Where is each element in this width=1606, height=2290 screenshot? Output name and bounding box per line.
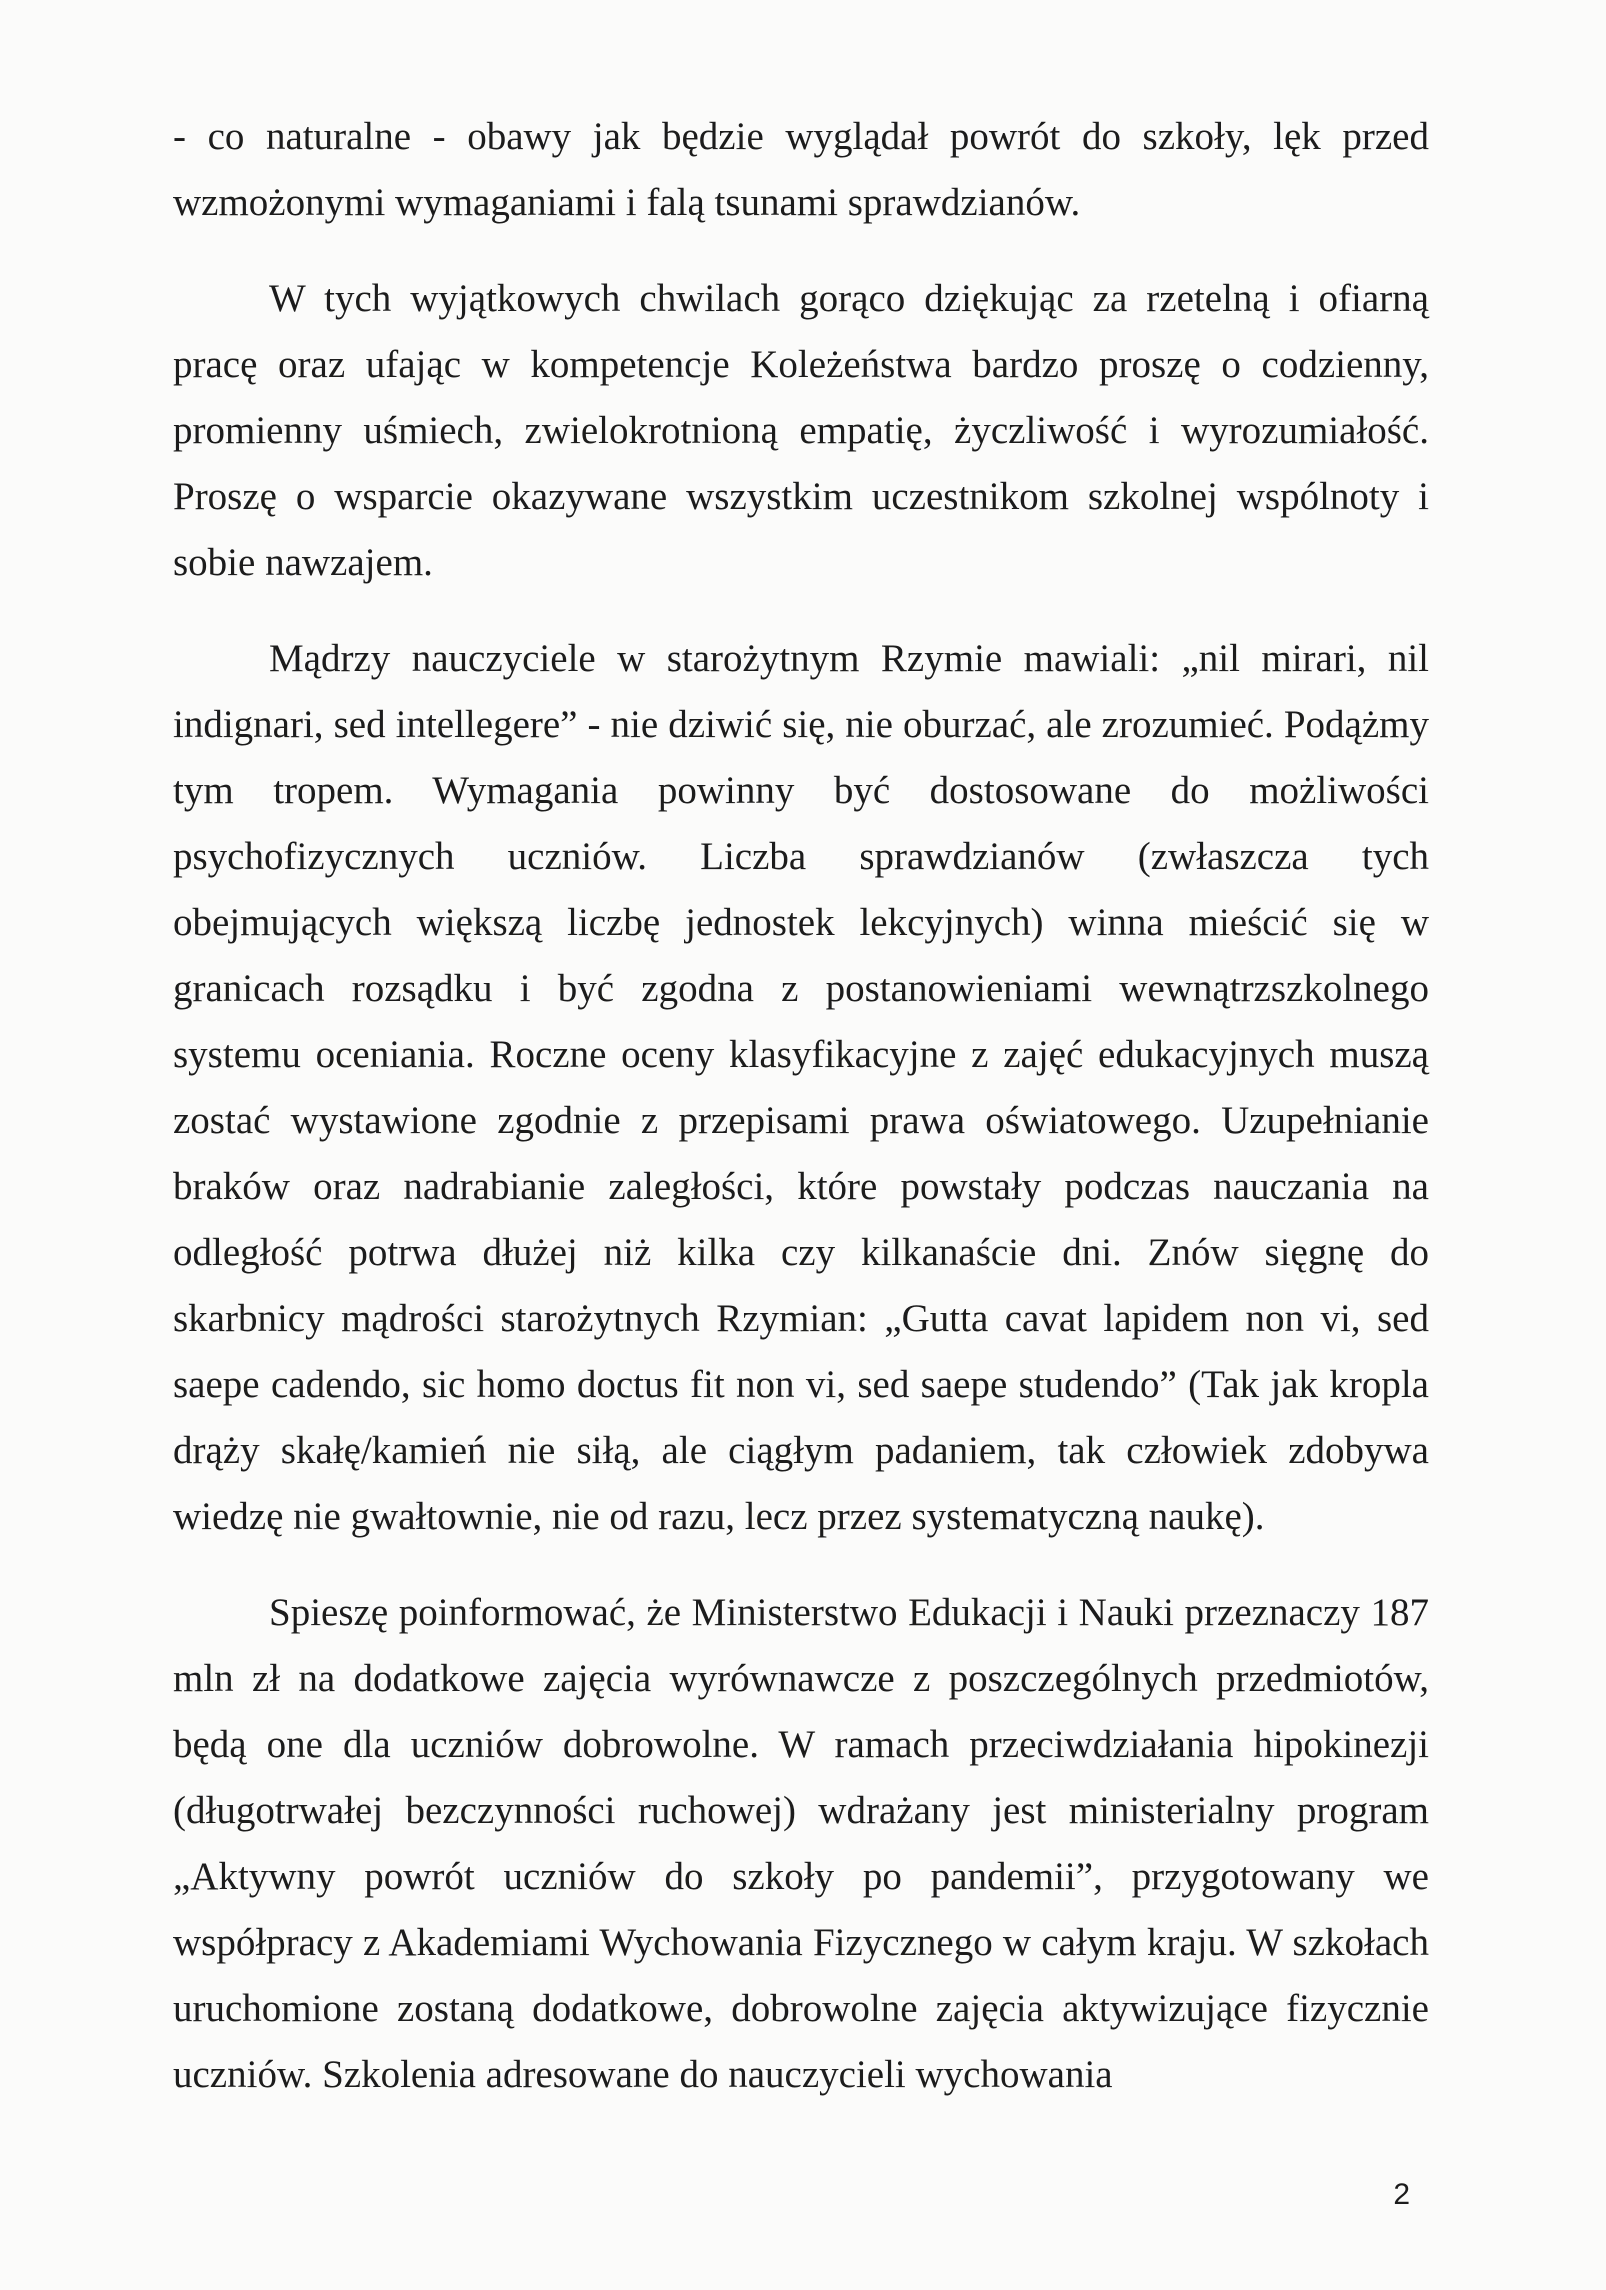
paragraph-gratitude: W tych wyjątkowych chwilach gorąco dziękując za rzetelną i ofiarną pracę oraz ufając w kompetencje Koleżeństwa bardzo proszę o codzienny, promienny uśmiech, zwielokrotnioną empatię, życzliwość i wyrozumiałość. Proszę o wsparcie okazywane wszystkim uczestnikom szkolnej wspólnoty i sobie nawzajem.	[173, 277, 1429, 584]
paragraph-ministry-info: Spieszę poinformować, że Ministerstwo Edukacji i Nauki przeznaczy 187 mln zł na dodatkowe zajęcia wyrównawcze z poszczególnych przedmiotów, będą one dla uczniów dobrowolne. W ramach przeciwdziałania hipokinezji (długotrwałej bezczynności ruchowej) wdrażany jest ministerialny program „Aktywny powrót uczniów do szkoły po pandemii”, przygotowany we współpracy z Akademiami Wychowania Fizycznego w całym kraju. W szkołach uruchomione zostaną dodatkowe, dobrowolne zajęcia aktywizujące fizycznie uczniów. Szkolenia adresowane do nauczycieli wychowania	[173, 1591, 1429, 2096]
paragraph-continuation: - co naturalne - obawy jak będzie wyglądał powrót do szkoły, lęk przed wzmożonymi wymaganiami i falą tsunami sprawdzianów.	[173, 115, 1429, 224]
body-text	[173, 104, 1429, 2108]
paragraph-roman-wisdom: Mądrzy nauczyciele w starożytnym Rzymie mawiali: „nil mirari, nil indignari, sed intellegere” - nie dziwić się, nie oburzać, ale zrozumieć. Podążmy tym tropem. Wymagania powinny być dostosowane do możliwości psychofizycznych uczniów. Liczba sprawdzianów (zwłaszcza tych obejmujących większą liczbę jednostek lekcyjnych) winna mieścić się w granicach rozsądku i być zgodna z postanowieniami wewnątrzszkolnego systemu oceniania. Roczne oceny klasyfikacyjne z zajęć edukacyjnych muszą zostać wystawione zgodnie z przepisami prawa oświatowego. Uzupełnianie braków oraz nadrabianie zaległości, które powstały podczas nauczania na odległość potrwa dłużej niż kilka czy kilkanaście dni. Znów sięgnę do skarbnicy mądrości starożytnych Rzymian: „Gutta cavat lapidem non vi, sed saepe cadendo, sic homo doctus fit non vi, sed saepe studendo” (Tak jak kropla drąży skałę/kamień nie siłą, ale ciągłym padaniem, tak człowiek zdobywa wiedzę nie gwałtownie, nie od razu, lecz przez systematyczną naukę).	[173, 637, 1429, 1538]
page-number: 2	[1393, 2178, 1410, 2211]
